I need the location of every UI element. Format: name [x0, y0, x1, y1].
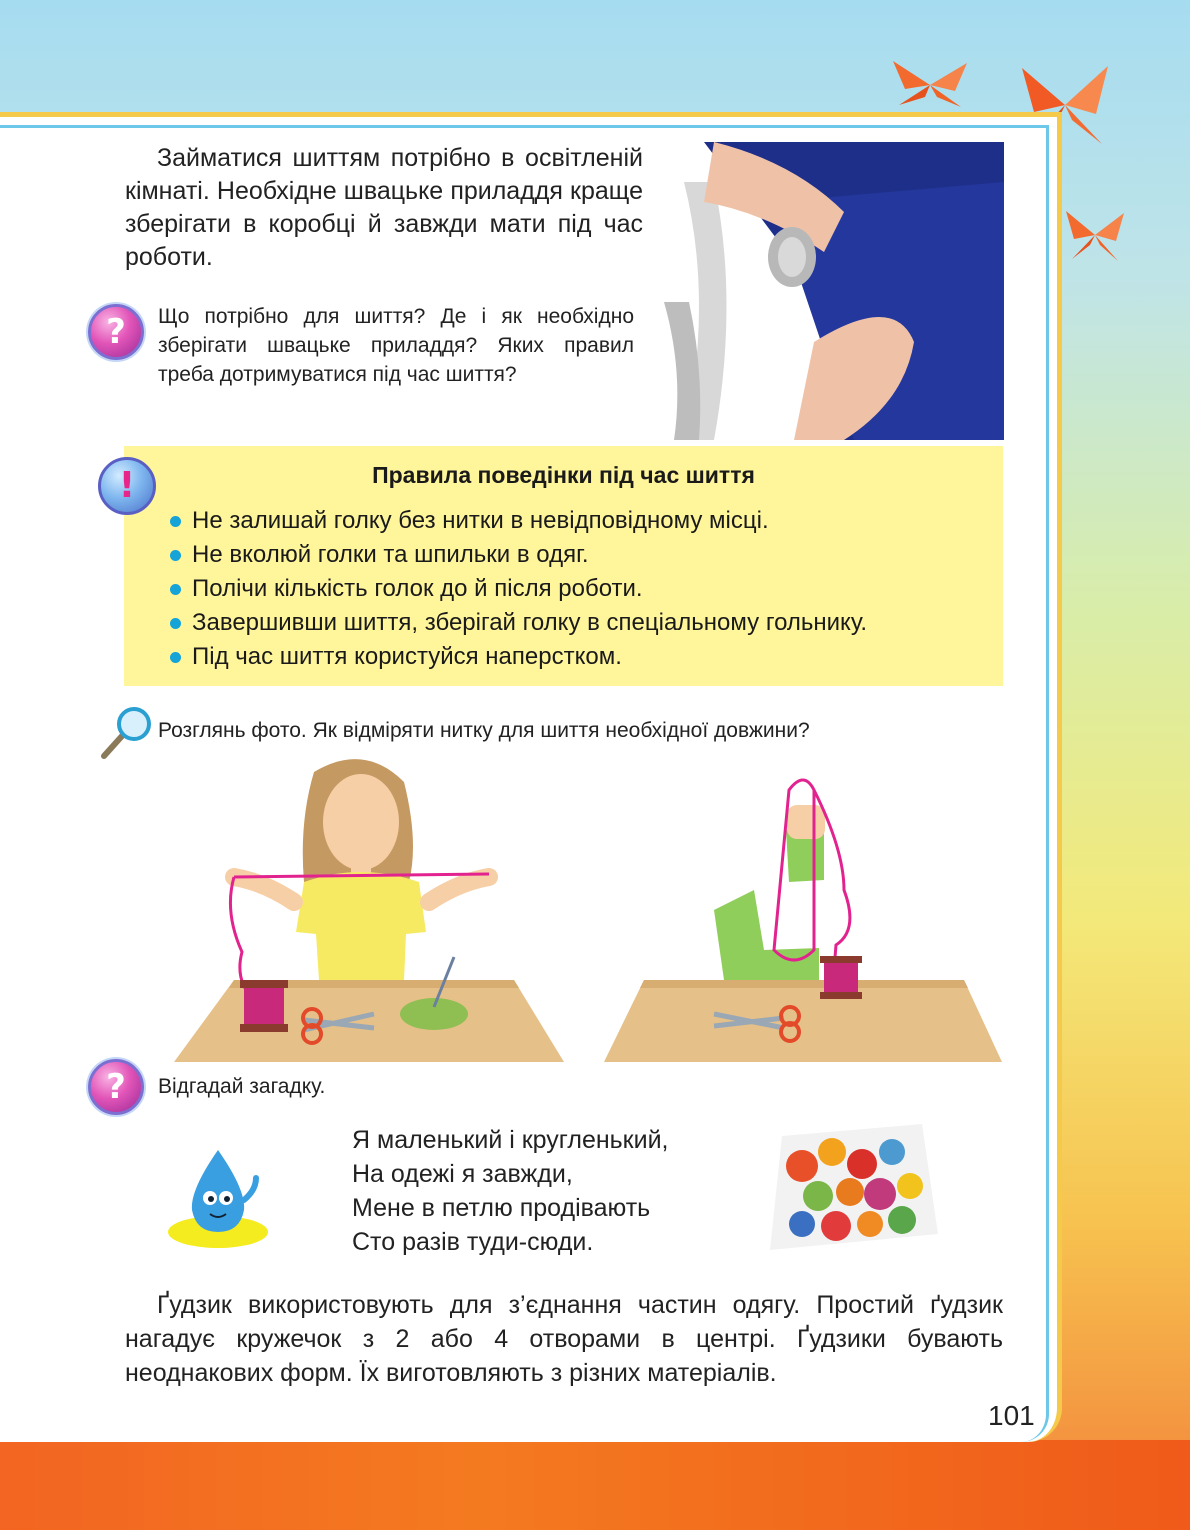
- intro-paragraph-text: Займатися шиттям потрібно в освітленій кімнаті. Необхідне швацьке приладдя краще зберігати в коробці й завжди мати під час роботи.: [125, 144, 643, 271]
- rules-title: Правила поведінки під час шиття: [372, 462, 755, 488]
- riddle-line: Сто разів туди-сюди.: [352, 1228, 594, 1256]
- butterfly-icon: [1060, 205, 1130, 265]
- closing-paragraph: [125, 1288, 1003, 1390]
- question-icon: ?: [88, 304, 144, 360]
- rule-item: Завершивши шиття, зберігай голку в спеціальному гольнику.: [170, 606, 867, 640]
- question-3: Відгадай загадку.: [158, 1075, 326, 1098]
- exclamation-icon: !: [98, 457, 156, 515]
- magnifier-icon: [96, 706, 156, 762]
- question-1: Що потрібно для шиття? Де і як необхідно зберігати швацьке приладдя? Яких правил треба дотримуватися під час шиття?: [158, 305, 634, 386]
- arm-measuring-thread-illustration: [604, 770, 1004, 1064]
- rule-item: Під час шиття користуйся наперстком.: [170, 640, 867, 674]
- riddle: [352, 1123, 669, 1259]
- girl-measuring-thread-illustration: [174, 752, 566, 1064]
- butterfly-icon: [885, 55, 975, 115]
- rules-box: [124, 446, 1003, 686]
- intro-paragraph: [125, 142, 643, 274]
- sewing-hands-photo: [644, 142, 1004, 440]
- rules-list: [170, 504, 867, 674]
- bottom-band: [0, 1440, 1190, 1530]
- droplet-character-illustration: [160, 1140, 280, 1252]
- riddle-line: Мене в петлю продівають: [352, 1194, 651, 1222]
- question-2: Розглянь фото. Як відміряти нитку для шиття необхідної довжини?: [158, 719, 810, 742]
- rule-item: Полічи кількість голок до й після роботи.: [170, 572, 867, 606]
- riddle-line: На одежі я завжди,: [352, 1160, 573, 1188]
- rule-item: Не залишай голку без нитки в невідповідному місці.: [170, 504, 867, 538]
- buttons-photo: [762, 1116, 940, 1254]
- rule-item: Не вколюй голки та шпильки в одяг.: [170, 538, 867, 572]
- closing-paragraph-text: Ґудзик використовують для з’єднання частин одягу. Простий ґудзик нагадує кружечок з 2 або 4 отворами в центрі. Ґудзики бувають неоднакових форм. Їх виготовляють з різних матеріалів.: [125, 1291, 1003, 1387]
- page-number: 101: [988, 1400, 1035, 1431]
- riddle-line: Я маленький і кругленький,: [352, 1126, 669, 1154]
- question-icon: ?: [88, 1059, 144, 1115]
